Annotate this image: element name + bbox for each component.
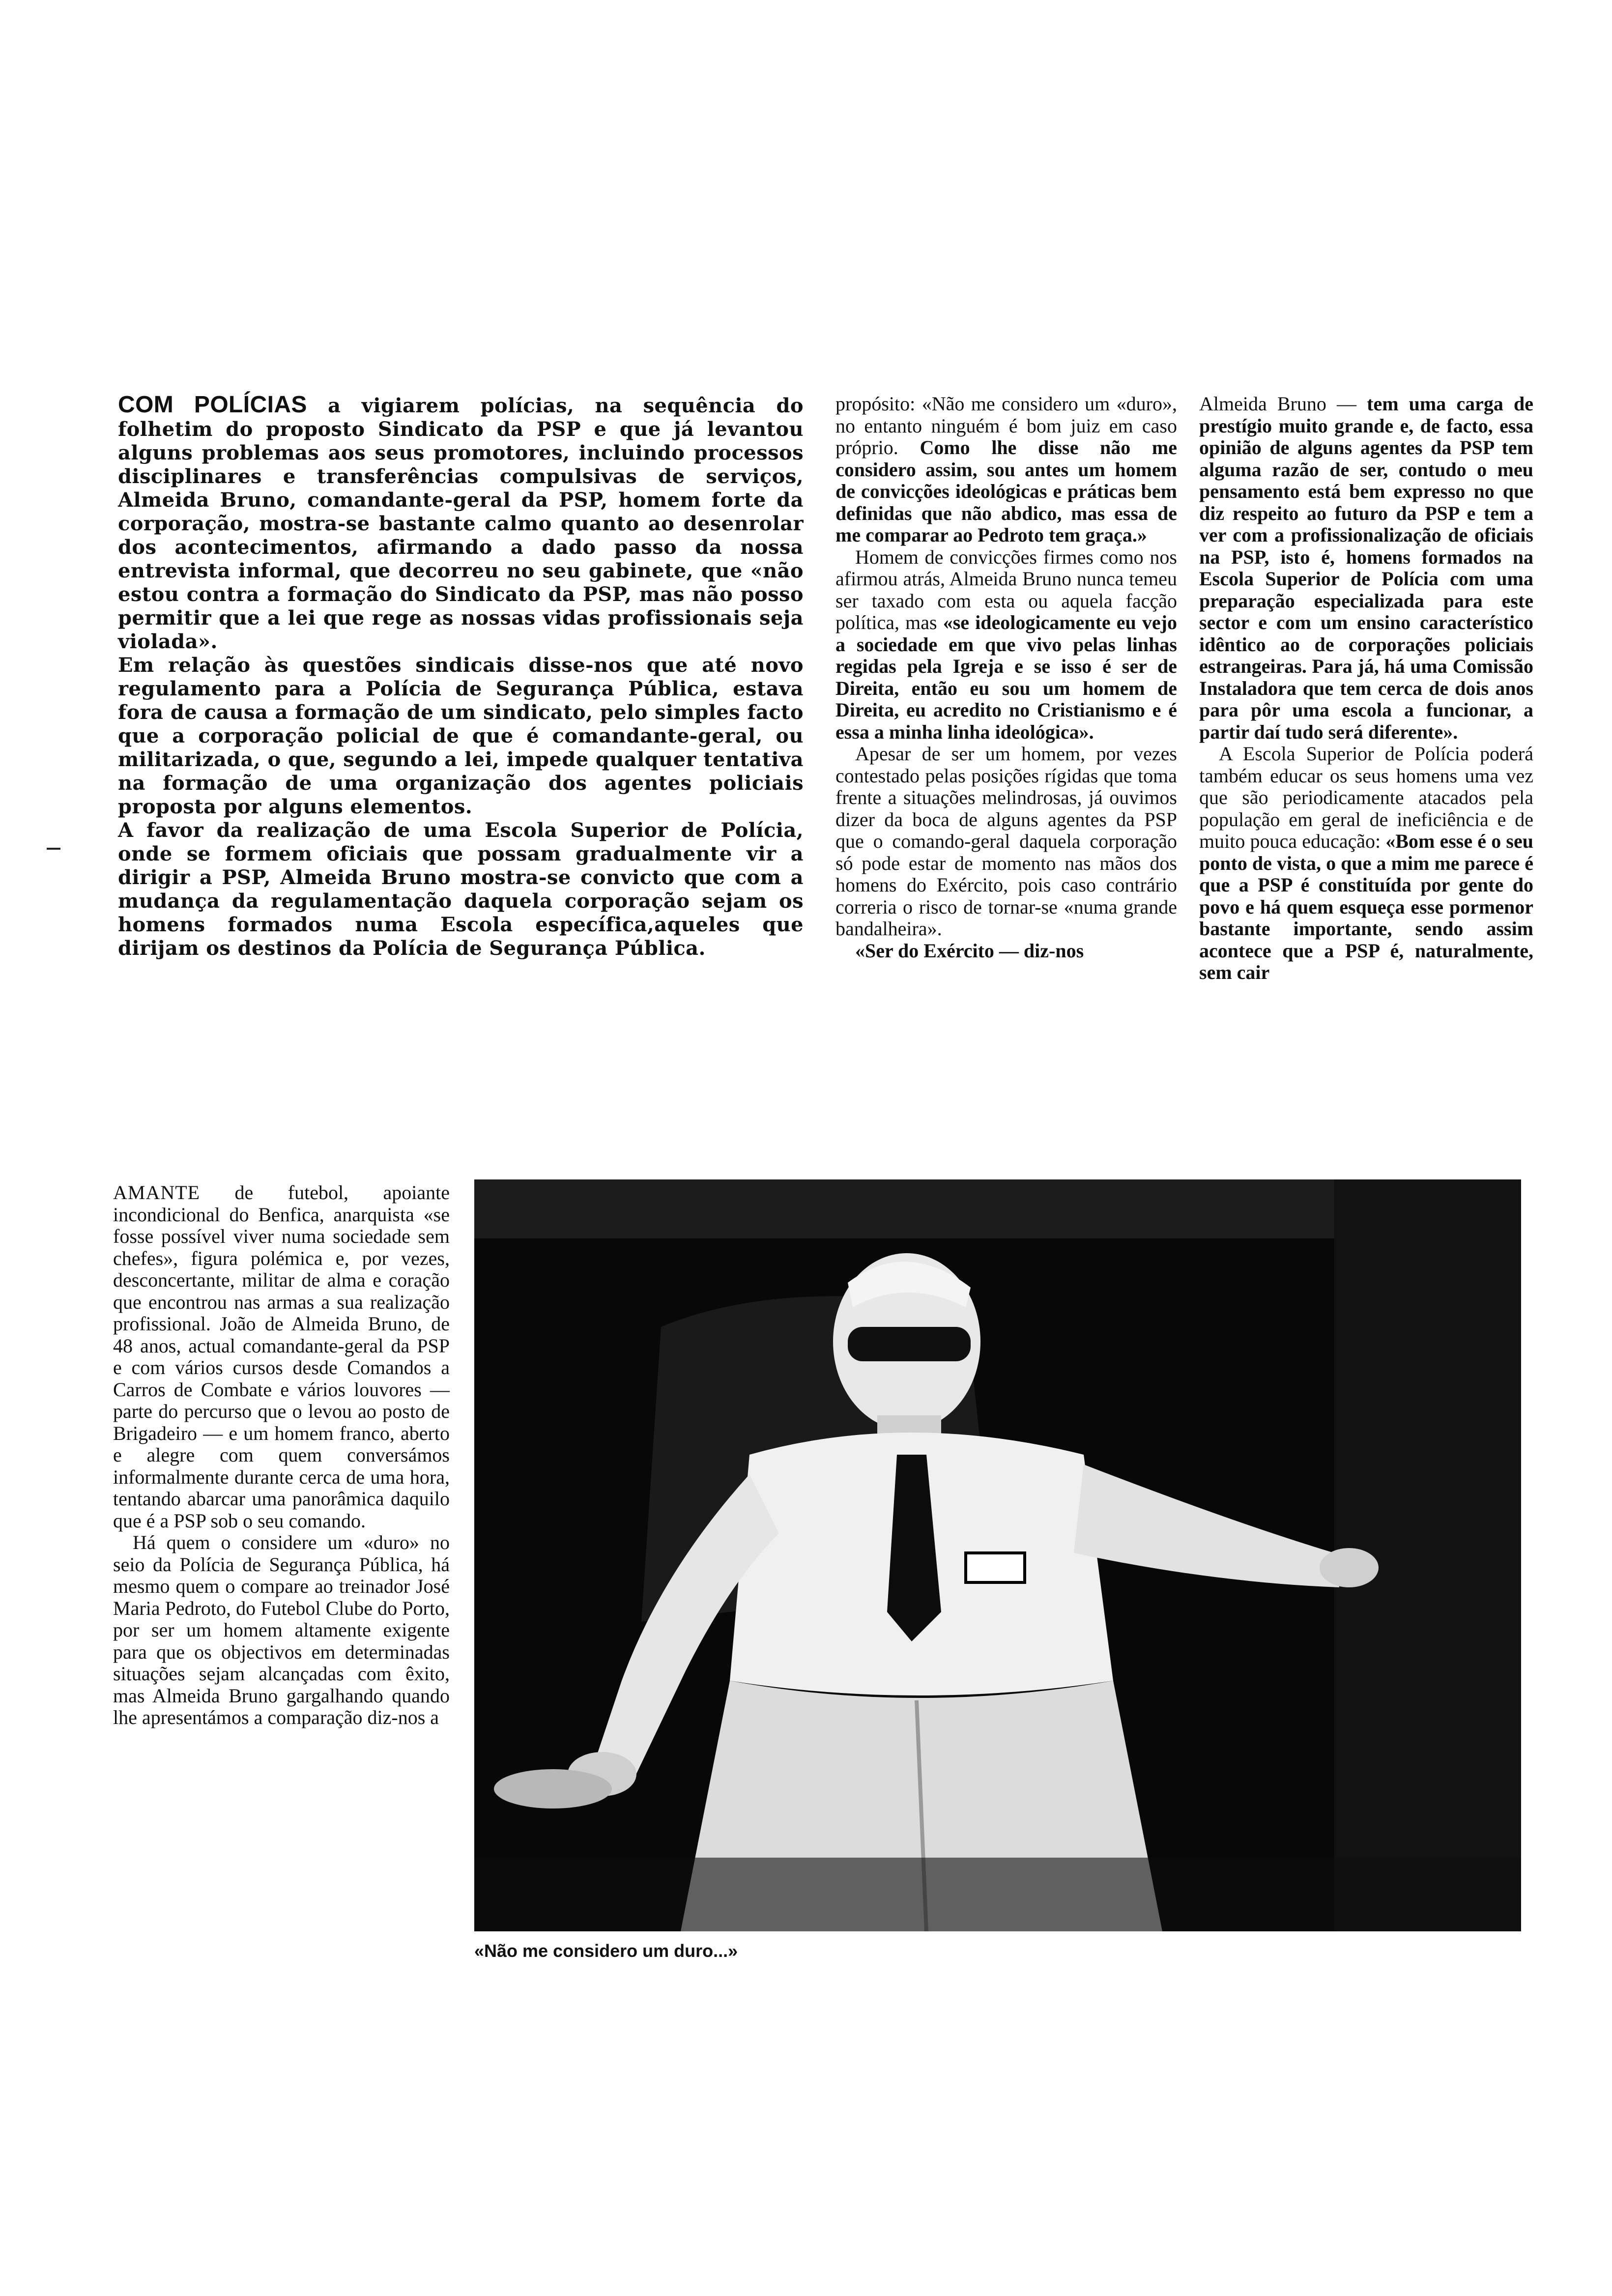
photo-caption: «Não me considero um duro...» bbox=[474, 1941, 738, 1961]
column-right-paragraph-1 bbox=[1199, 393, 1533, 743]
article-column-middle bbox=[835, 393, 1177, 962]
column-right-quote-1: tem uma carga de prestígio muito grande e, de facto, essa opinião de alguns agentes da PSP tem alguma razão de ser, contudo o meu pensamento está bem expresso no que diz respeito ao futuro da PSP e tem a ver com a profissionalização de oficiais na PSP, isto é, homens formados na Escola Superior de Polícia com uma preparação especializada para este sector e com um ensino característico idêntico ao de corporações policiais estrangeiras. Para já, há uma Comissão Instaladora que tem cerca de dois anos para pôr uma escola a funcionar, a partir daí tudo será diferente». bbox=[1199, 393, 1534, 743]
article-lead bbox=[118, 393, 804, 960]
lead-text-1: a vigiarem polícias, na sequência do folhetim do proposto Sindicato da PSP e que já levantou alguns problemas aos seus promotores, incluindo processos disciplinares e transferências compulsivas de serviços, Almeida Bruno, comandante-geral da PSP, homem forte da corporação, mostra-se bastante calmo quanto ao desenrolar dos acontecimentos, afirmando a dado passo da nossa entrevista informal, que decorreu no seu gabinete, que «não estou contra a formação do Sindicato da PSP, mas não posso permitir que a lei que rege as nossas vidas profissionais seja violada». bbox=[118, 394, 804, 653]
column-middle-paragraph-1 bbox=[835, 393, 1177, 546]
column-left-opening-word: AMANTE bbox=[113, 1181, 201, 1204]
photo-illustration bbox=[474, 1179, 1521, 1931]
column-middle-paragraph-2 bbox=[835, 546, 1177, 744]
column-right-text-1a: Almeida Bruno — bbox=[1199, 393, 1356, 415]
lead-paragraph-1 bbox=[118, 393, 804, 654]
article-column-right bbox=[1199, 393, 1533, 984]
lead-kicker: COM POLÍCIAS bbox=[118, 392, 307, 418]
column-left-paragraph-1 bbox=[113, 1182, 450, 1532]
column-middle-paragraph-3: Apesar de ser um homem, por vezes contestado pelas posições rígidas que toma frente a situações melindrosas, já ouvimos dizer da boca de alguns agentes da PSP que o comando-geral daquela corporação só pode estar de momento nas mãos dos homens do Exército, pois caso contrário correria o risco de tornar-se «numa grande bandalheira». bbox=[835, 743, 1177, 940]
column-middle-quote-1: Como lhe disse não me considero assim, sou antes um homem de convicções ideológicas e práticas bem definidas que não abdico, mas essa de me comparar ao Pedroto tem graça.» bbox=[835, 436, 1177, 546]
column-left-paragraph-2: Há quem o considere um «duro» no seio da Polícia de Segurança Pública, há mesmo quem o compare ao treinador José Maria Pedroto, do Futebol Clube do Porto, por ser um homem altamente exigente para que os objectivos em determinadas situações sejam alcançadas com êxito, mas Almeida Bruno gargalhando quando lhe apresentámos a comparação diz-nos a bbox=[113, 1531, 450, 1728]
column-left-text-1: de futebol, apoiante incondicional do Benfica, anarquista «se fosse possível viver numa sociedade sem chefes», figura polémica e, por vezes, desconcertante, militar de alma e coração que encontrou nas armas a sua realização profissional. João de Almeida Bruno, de 48 anos, actual comandante-geral da PSP e com vários cursos desde Comandos a Carros de Combate e vários louvores — parte do percurso que o levou ao posto de Brigadeiro — e um homem franco, aberto e alegre com quem conversámos informalmente durante cerca de uma hora, tentando abarcar uma panorâmica daquilo que é a PSP sob o seu comando. bbox=[113, 1181, 450, 1532]
column-right-quote-2: «Bom esse é o seu ponto de vista, o que a mim me parece é que a PSP é constituída por gente do povo e há quem esqueça esse pormenor bastante importante, sendo assim acontece que a PSP é, naturalmente, sem cair bbox=[1199, 830, 1533, 983]
column-middle-quote-4: «Ser do Exército — diz-nos bbox=[855, 939, 1084, 962]
column-right-paragraph-2 bbox=[1199, 743, 1533, 984]
lead-paragraph-2: Em relação às questões sindicais disse-nos que até novo regulamento para a Polícia de Segurança Pública, estava fora de causa a formação de um sindicato, pelo simples facto que a corporação policial de que é comandante-geral, ou militarizada, o que, segundo a lei, impede qualquer tentativa na formação de uma organização dos agentes policiais proposta por alguns elementos. bbox=[118, 654, 804, 818]
column-middle-quote-2: «se ideologicamente eu vejo a sociedade em que vivo pelas linhas regidas pela Igreja e se isso é ser de Direita, então eu sou um homem de Direita, eu acredito no Cristianismo e é essa a minha linha ideológica». bbox=[835, 611, 1177, 743]
column-middle-text-1a: propósito: «Não me considero um «duro», no entanto ninguém é bom juiz em caso próprio. bbox=[835, 393, 1177, 459]
column-middle-paragraph-4 bbox=[835, 940, 1177, 962]
article-column-left bbox=[113, 1182, 450, 1729]
column-middle-text-2a: Homem de convicções firmes como nos afirmou atrás, Almeida Bruno nunca temeu ser taxado com esta ou aquela facção política, mas bbox=[835, 545, 1177, 633]
print-mark bbox=[47, 848, 60, 850]
lead-paragraph-3: A favor da realização de uma Escola Superior de Polícia, onde se formem oficiais que possam gradualmente vir a dirigir a PSP, Almeida Bruno mostra-se convicto que com a mudança da regulamentação daquela corporação sejam os homens formados numa Escola específica,aqueles que dirijam os destinos da Polícia de Segurança Pública. bbox=[118, 819, 804, 960]
column-right-text-2a: A Escola Superior de Polícia poderá também educar os seus homens uma vez que são periodicamente atacados pela população em geral de ineficiência e de muito pouca educação: bbox=[1199, 743, 1533, 852]
article-photo bbox=[474, 1179, 1521, 1931]
